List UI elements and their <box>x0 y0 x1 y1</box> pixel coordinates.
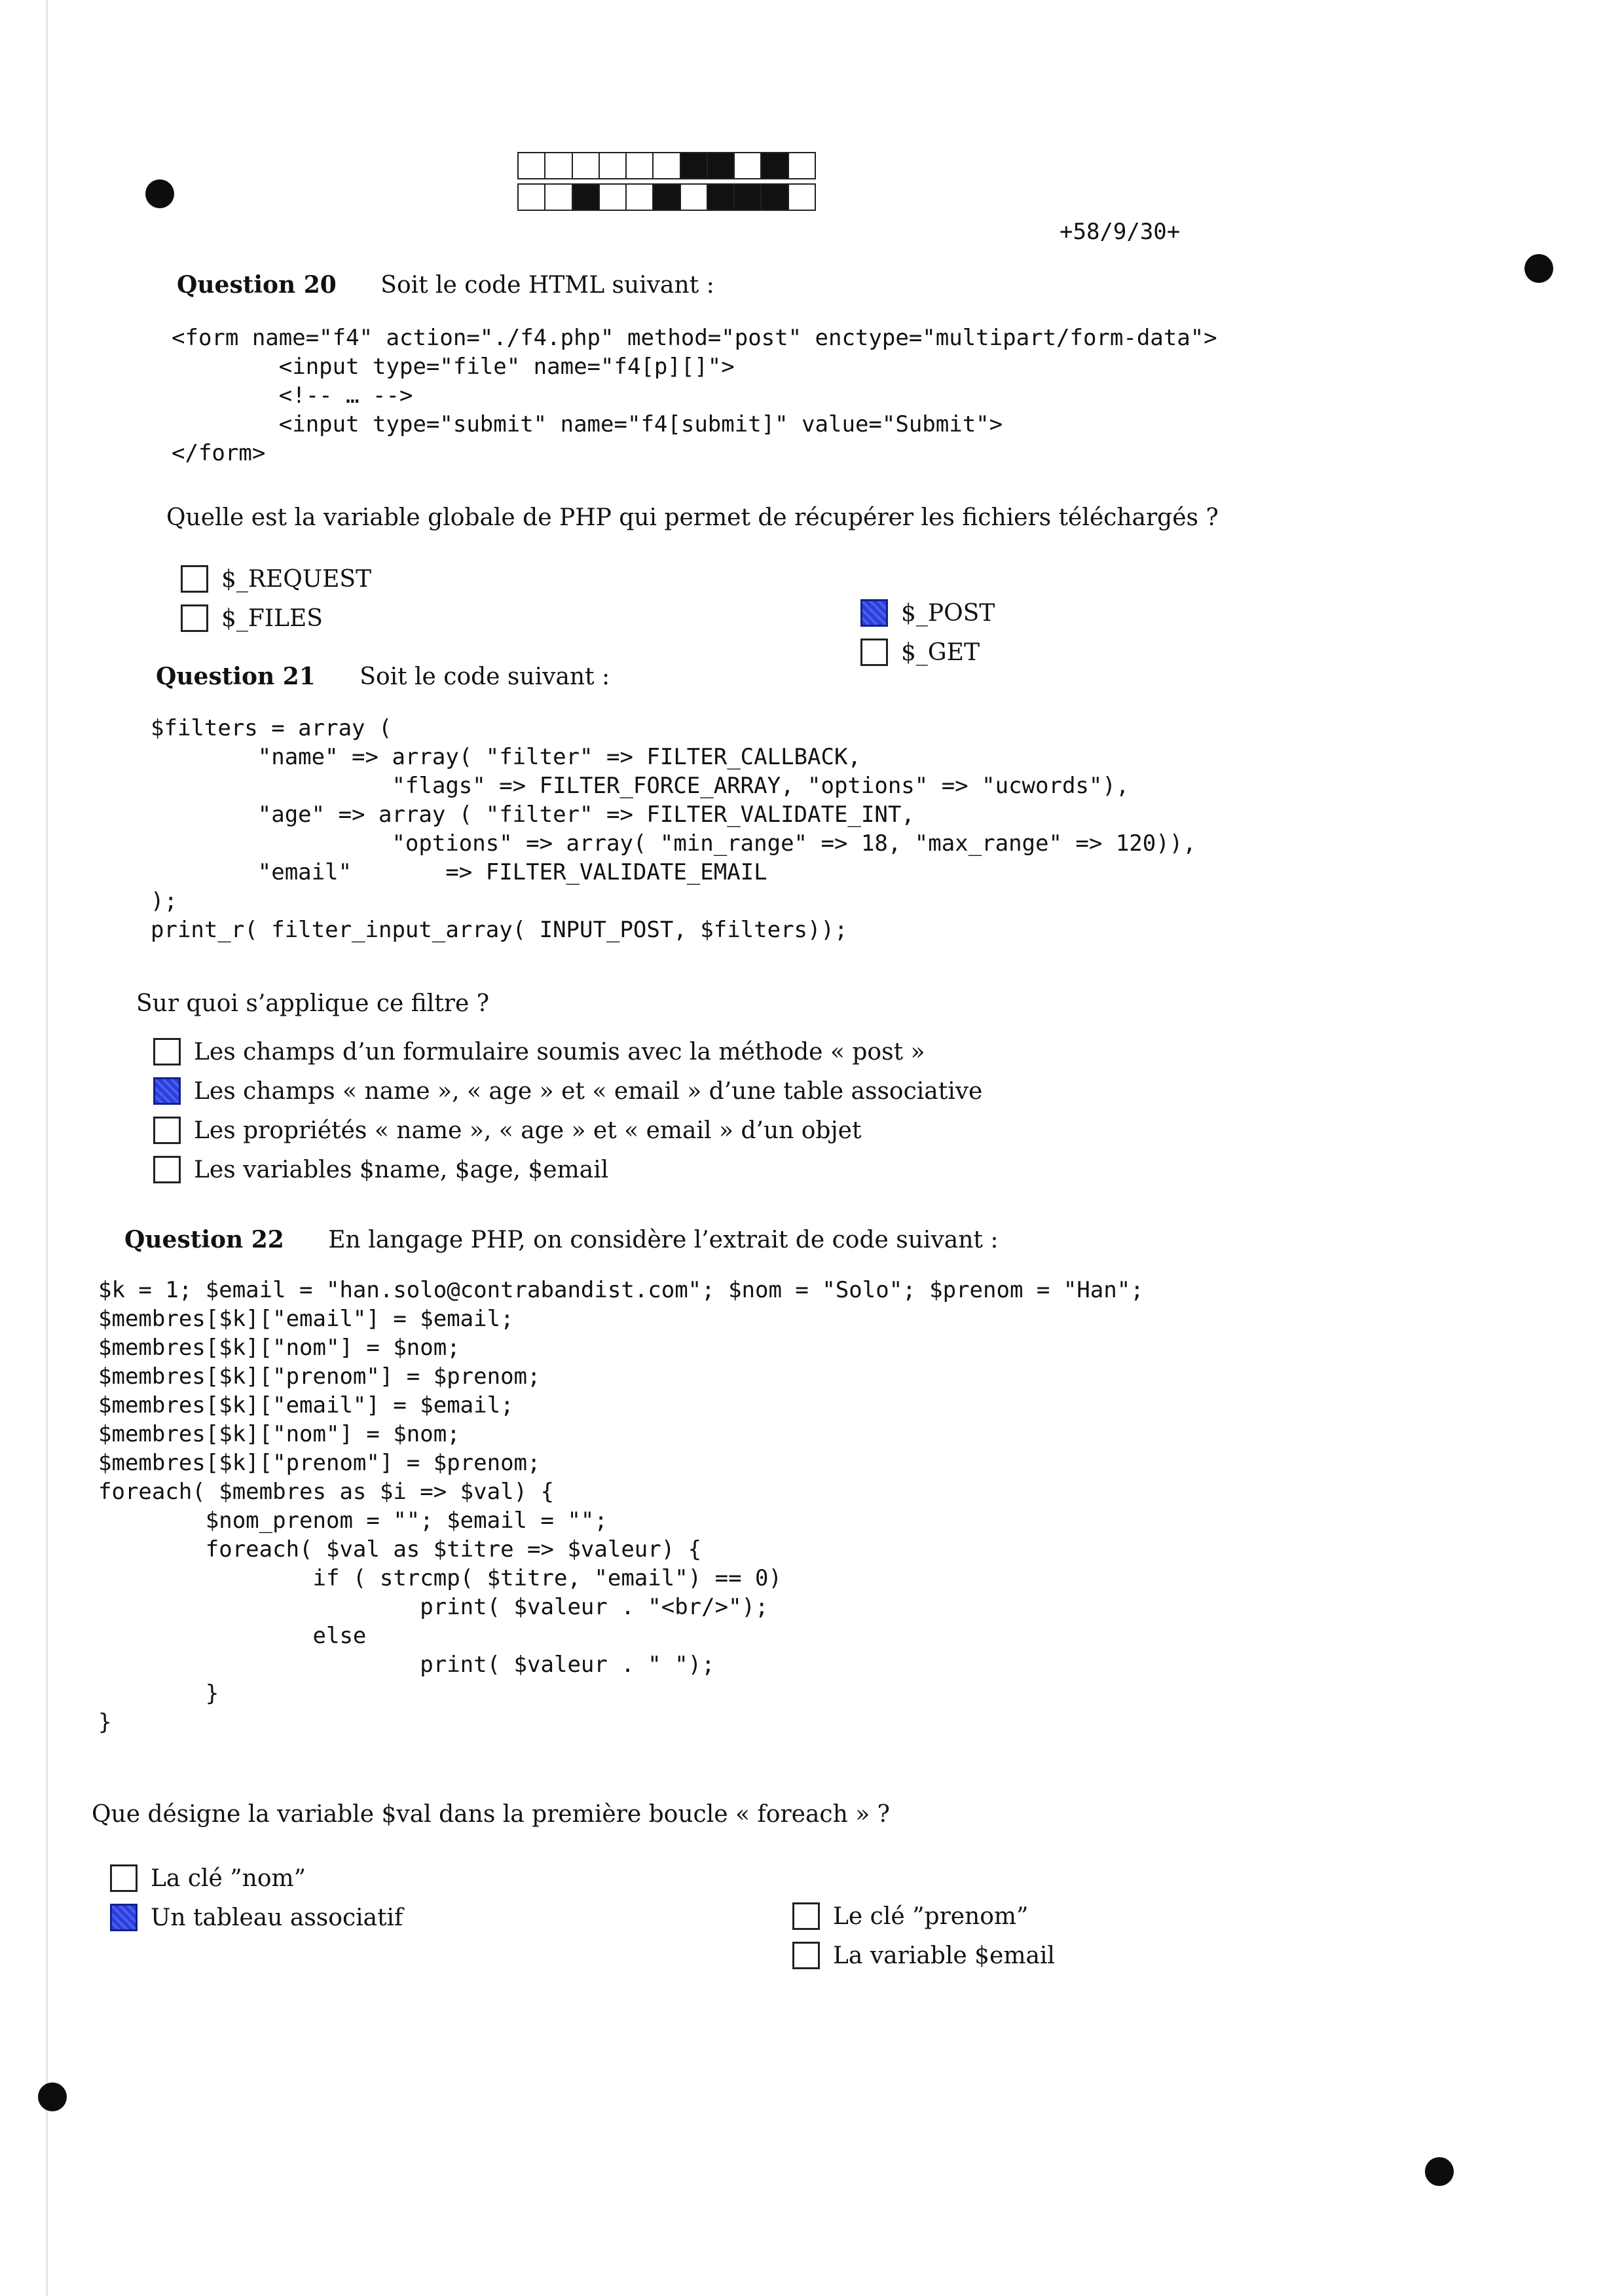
answer-option[interactable] <box>792 1897 1055 1936</box>
answer-option[interactable] <box>153 1071 982 1111</box>
registration-mark-top-right <box>1524 254 1553 283</box>
question-header <box>156 663 610 690</box>
checkbox-checked[interactable] <box>860 599 888 627</box>
answer-option[interactable] <box>153 1032 982 1071</box>
checkbox[interactable] <box>792 1942 820 1969</box>
answer-options <box>181 559 371 638</box>
checkbox[interactable] <box>153 1038 181 1065</box>
answer-options <box>153 1032 982 1189</box>
code-listing: $filters = array ( "name" => array( "filter" => FILTER_CALLBACK, "flags" => FILTER_FORCE_ARRAY, "options" => "ucwords"), "age" => array ( "filter" => FILTER_VALIDATE_INT, "options" => array( "min_range" => 18, "max_range" => 120)), "email" => FILTER_VALIDATE_EMAIL ); print_r( filter_input_array( INPUT_POST, $filters)); <box>151 715 1196 943</box>
question-prompt: Sur quoi s’applique ce filtre ? <box>136 990 489 1017</box>
option-label: $_REQUEST <box>221 565 372 593</box>
answer-option[interactable] <box>153 1150 982 1189</box>
registration-mark-bottom-left <box>38 2083 67 2111</box>
code-listing: <form name="f4" action="./f4.php" method="post" enctype="multipart/form-data"> <input type="file" name="f4[p][]"> <!-- … --> <input type="submit" name="f4[submit]" value="Submit"> </form> <box>172 325 1217 466</box>
option-label: La variable $email <box>833 1942 1055 1969</box>
option-label: Les propriétés « name », « age » et « email » d’un objet <box>194 1117 862 1144</box>
answer-option[interactable] <box>110 1898 403 1937</box>
page-barcode <box>517 152 816 215</box>
option-label: $_FILES <box>221 604 323 632</box>
barcode-row <box>517 183 816 211</box>
question-prompt: Quelle est la variable globale de PHP qui permet de récupérer les fichiers téléchargés ? <box>166 504 1219 531</box>
question-20 <box>177 271 714 299</box>
option-label: Un tableau associatif <box>151 1904 403 1931</box>
barcode-row <box>517 152 816 179</box>
checkbox[interactable] <box>110 1864 138 1892</box>
question-prompt: Que désigne la variable $val dans la première boucle « foreach » ? <box>92 1801 890 1828</box>
question-intro: Soit le code HTML suivant : <box>380 272 714 299</box>
question-header <box>124 1226 998 1253</box>
option-label: Les champs d’un formulaire soumis avec la méthode « post » <box>194 1038 925 1065</box>
question-22 <box>124 1226 998 1253</box>
checkbox[interactable] <box>153 1117 181 1144</box>
question-21 <box>156 663 610 690</box>
option-label: Le clé ”prenom” <box>833 1902 1029 1930</box>
checkbox[interactable] <box>181 604 208 632</box>
question-number: Question 21 <box>156 663 316 690</box>
answer-options <box>792 1897 1055 1975</box>
answer-options <box>110 1859 403 1937</box>
checkbox-checked[interactable] <box>153 1077 181 1105</box>
checkbox-checked[interactable] <box>110 1904 138 1931</box>
option-label: Les variables $name, $age, $email <box>194 1156 609 1183</box>
question-intro: En langage PHP, on considère l’extrait de code suivant : <box>328 1227 999 1253</box>
answer-option[interactable] <box>792 1936 1055 1975</box>
answer-option[interactable] <box>110 1859 403 1898</box>
answer-option[interactable] <box>860 633 995 672</box>
answer-option[interactable] <box>860 593 995 633</box>
code-listing: $k = 1; $email = "han.solo@contrabandist.com"; $nom = "Solo"; $prenom = "Han"; $membres[$k]["email"] = $email; $membres[$k]["nom"] = $nom; $membres[$k]["prenom"] = $prenom; $membres[$k]["email"] = $email; $membres[$k]["nom"] = $nom; $membres[$k]["prenom"] = $prenom; foreach( $membres as $i => $val) { $nom_prenom = ""; $email = ""; foreach( $val as $titre => $valeur) { if ( strcmp( $titre, "email") == 0) print( $valeur . "<br/>"); else print( $valeur . " "); } } <box>98 1277 1144 1735</box>
answer-option[interactable] <box>181 599 371 638</box>
checkbox[interactable] <box>792 1902 820 1930</box>
page-identifier: +58/9/30+ <box>1060 219 1181 245</box>
answer-option[interactable] <box>153 1111 982 1150</box>
registration-mark-bottom-right <box>1425 2157 1454 2186</box>
answer-options <box>860 593 995 672</box>
option-label: La clé ”nom” <box>151 1864 306 1892</box>
question-intro: Soit le code suivant : <box>360 663 610 690</box>
option-label: $_POST <box>901 599 995 627</box>
option-label: Les champs « name », « age » et « email » d’une table associative <box>194 1077 983 1105</box>
option-label: $_GET <box>901 639 980 666</box>
question-header <box>177 271 714 299</box>
registration-mark-top-left <box>145 179 174 208</box>
question-number: Question 20 <box>177 271 337 299</box>
checkbox[interactable] <box>153 1156 181 1183</box>
checkbox[interactable] <box>181 565 208 593</box>
answer-option[interactable] <box>181 559 371 599</box>
scan-edge <box>46 0 48 2296</box>
question-number: Question 22 <box>124 1226 284 1253</box>
checkbox[interactable] <box>860 639 888 666</box>
